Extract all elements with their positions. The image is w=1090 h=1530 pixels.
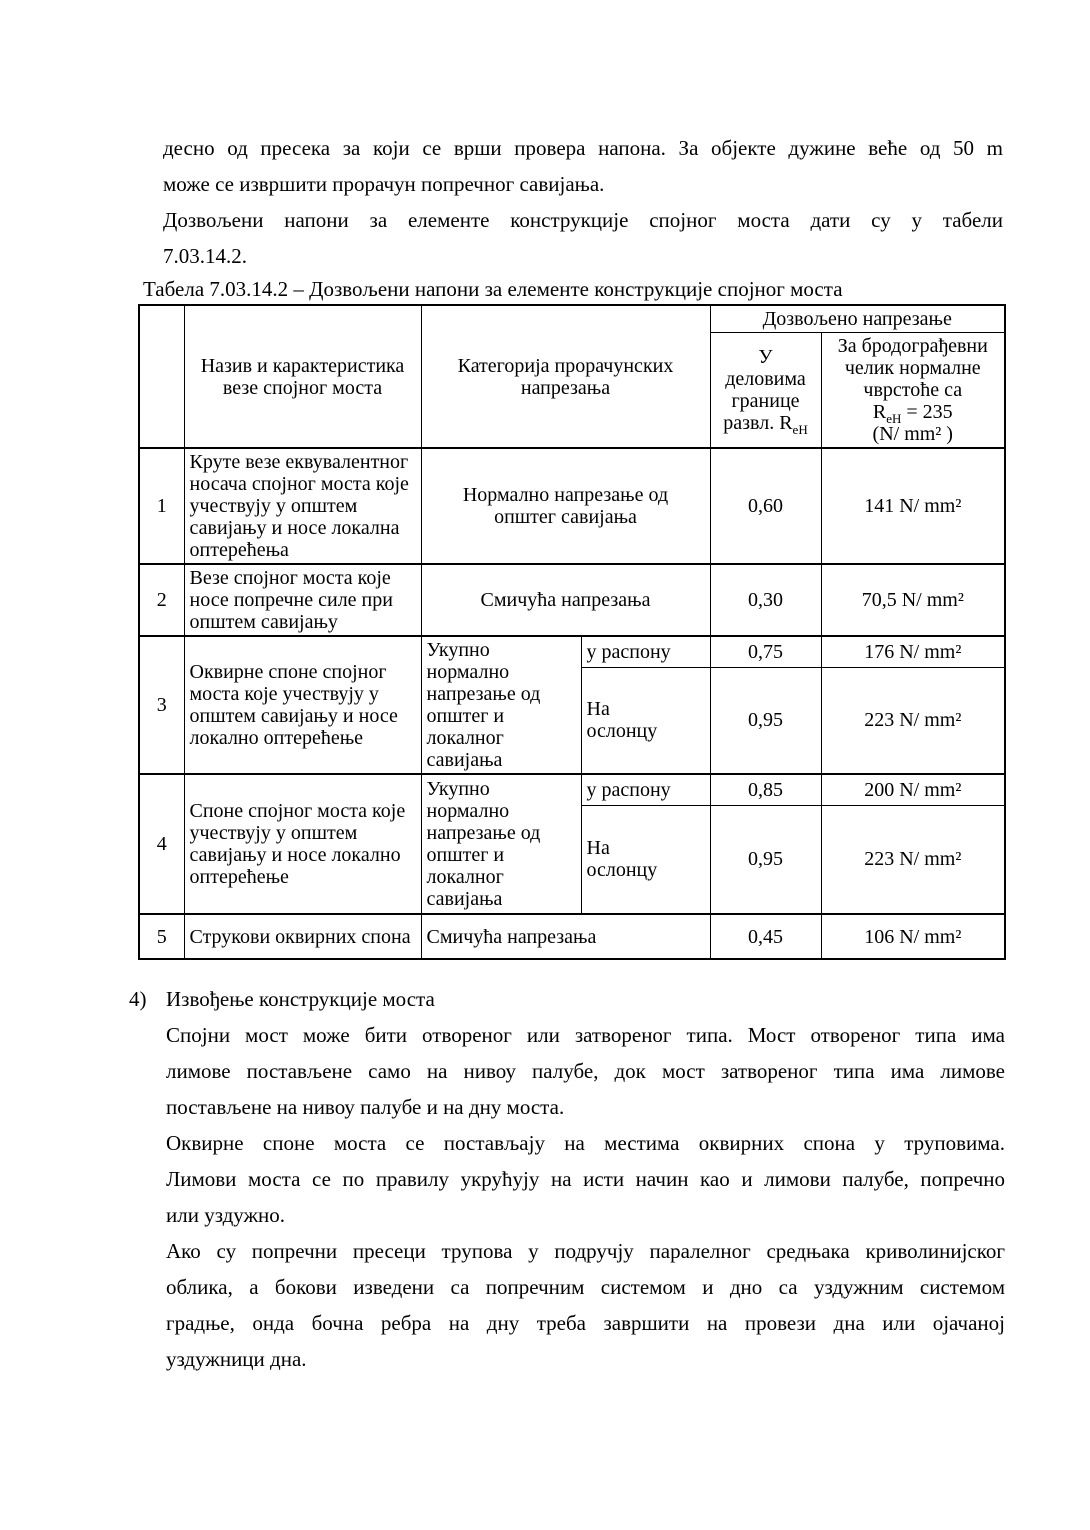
row-stress-value: 176 N/ mm² (821, 636, 1005, 667)
row-name: Круте везе еквувалентног носача спојног моста које учествују у општем савијању и носе локална оптерећења (184, 448, 421, 564)
table-row (139, 774, 1005, 805)
intro-paragraph-2 (163, 202, 1003, 274)
section4-number: 4) (129, 987, 147, 1011)
text-line: десно од пресека за који се врши провера напона. За објекте дужине веће од 50 m (163, 136, 1003, 160)
text-line: уздужници дна. (166, 1347, 307, 1371)
header-line: деловима (725, 368, 806, 390)
section4-title: Извођење конструкције моста (166, 987, 435, 1011)
header-allowed-stress: Дозвољено напрезање (710, 305, 1005, 333)
header-line: У (758, 346, 773, 368)
header-steel-column (821, 333, 1005, 449)
text-line: облика, а бокови изведени са попречним системом и дно са уздужним системом (166, 1275, 1005, 1299)
header-formula-line (827, 401, 1000, 426)
reh-subscript: eH (792, 422, 808, 437)
sub-row-label (581, 667, 710, 774)
formula-prefix: R (872, 401, 887, 423)
text-line: Дозвољени напони за елементе конструкције спојног моста дати су у табели (163, 208, 1003, 232)
row-coefficient: 0,45 (710, 914, 821, 959)
section4-paragraph-2 (166, 1125, 1005, 1233)
row-stress-value: 223 N/ mm² (821, 805, 1005, 914)
row-stress-value: 106 N/ mm² (821, 914, 1005, 959)
section4-paragraph-1 (166, 1017, 1005, 1125)
header-line: границе (731, 390, 800, 412)
header-row-number (139, 305, 184, 448)
row-number: 4 (139, 774, 184, 914)
intro-paragraph-1 (163, 130, 1003, 202)
section4-paragraph-3 (166, 1233, 1005, 1377)
text-line: Ако су попречни пресеци трупова у подручју паралелног средњака криволинијског (166, 1239, 1005, 1263)
row-category: Укупно нормално напрезање од општег и локалног савијања (421, 774, 581, 914)
row-number: 3 (139, 636, 184, 774)
row-name: Споне спојног моста које учествују у општем савијању и носе локално оптерећење (184, 774, 421, 914)
text-line: постављене на нивоу палубе и на дну моста. (166, 1095, 565, 1119)
row-name: Везе спојног моста које носе попречне силе при општем савијању (184, 564, 421, 636)
table-row (139, 564, 1005, 636)
text-line: Спојни мост може бити отвореног или затвореног типа. Мост отвореног типа има (166, 1023, 1005, 1047)
header-reh-line (716, 412, 816, 437)
row-stress-value: 200 N/ mm² (821, 774, 1005, 805)
text-line: или уздужно. (166, 1203, 286, 1227)
allowed-stress-table (138, 304, 1006, 960)
row-category-text: Нормално напрезање од општег савијања (462, 484, 669, 528)
row-coefficient: 0,85 (710, 774, 821, 805)
text-line: Оквирне споне моста се постављају на местима оквирних спона у труповима. (166, 1131, 1005, 1155)
row-category (421, 448, 710, 564)
header-unit-line: (N/ mm² ) (872, 423, 953, 445)
sub-row-label-text: На ослонцу (586, 837, 658, 882)
sub-row-label: у распону (581, 774, 710, 805)
row-name: Струкови оквирних спона (184, 914, 421, 959)
row-coefficient: 0,95 (710, 805, 821, 914)
row-number: 1 (139, 448, 184, 564)
header-line: челик нормалне (844, 357, 981, 379)
row-coefficient: 0,30 (710, 564, 821, 636)
text-line: 7.03.14.2. (163, 244, 247, 268)
header-yield-limit-column (710, 333, 821, 449)
header-category: Категорија прорачунских напрезања (421, 305, 710, 448)
section4-heading (129, 981, 1090, 1017)
row-category: Смичућа напрезања (421, 914, 710, 959)
header-line: чврстоће са (863, 379, 963, 401)
reh-prefix: развл. R (723, 412, 793, 434)
sub-row-label (581, 805, 710, 914)
table-caption: Табела 7.03.14.2 – Дозвољени напони за елементе конструкције спојног моста (143, 277, 843, 301)
header-line: За бродограђевни (837, 335, 988, 357)
row-coefficient: 0,75 (710, 636, 821, 667)
table-row (139, 636, 1005, 667)
row-name: Оквирне споне спојног моста које учествују у општем савијању и носе локално оптерећење (184, 636, 421, 774)
table-row (139, 914, 1005, 959)
row-number: 5 (139, 914, 184, 959)
row-number: 2 (139, 564, 184, 636)
row-stress-value: 223 N/ mm² (821, 667, 1005, 774)
sub-row-label: у распону (581, 636, 710, 667)
row-stress-value: 70,5 N/ mm² (821, 564, 1005, 636)
row-stress-value: 141 N/ mm² (821, 448, 1005, 564)
row-category: Укупно нормално напрезање од општег и локалног савијања (421, 636, 581, 774)
header-name: Назив и карактеристика везе спојног моста (184, 305, 421, 448)
text-line: Лимови моста се по правилу укрућују на исти начин као и лимови палубе, попречно (166, 1167, 1005, 1191)
row-category: Смичућа напрезања (421, 564, 710, 636)
row-coefficient: 0,60 (710, 448, 821, 564)
sub-row-label-text: На ослонцу (586, 698, 658, 743)
text-line: лимове постављене само на нивоу палубе, док мост затвореног типа има лимове (166, 1059, 1005, 1083)
text-line: градње, онда бочна ребра на дну треба завршити на провези дна или ојачаној (166, 1311, 1005, 1335)
table-row (139, 448, 1005, 564)
formula-suffix: = 235 (901, 401, 953, 423)
text-line: може се извршити прорачун попречног савијања. (163, 172, 605, 196)
row-coefficient: 0,95 (710, 667, 821, 774)
formula-subscript: eH (886, 411, 902, 426)
